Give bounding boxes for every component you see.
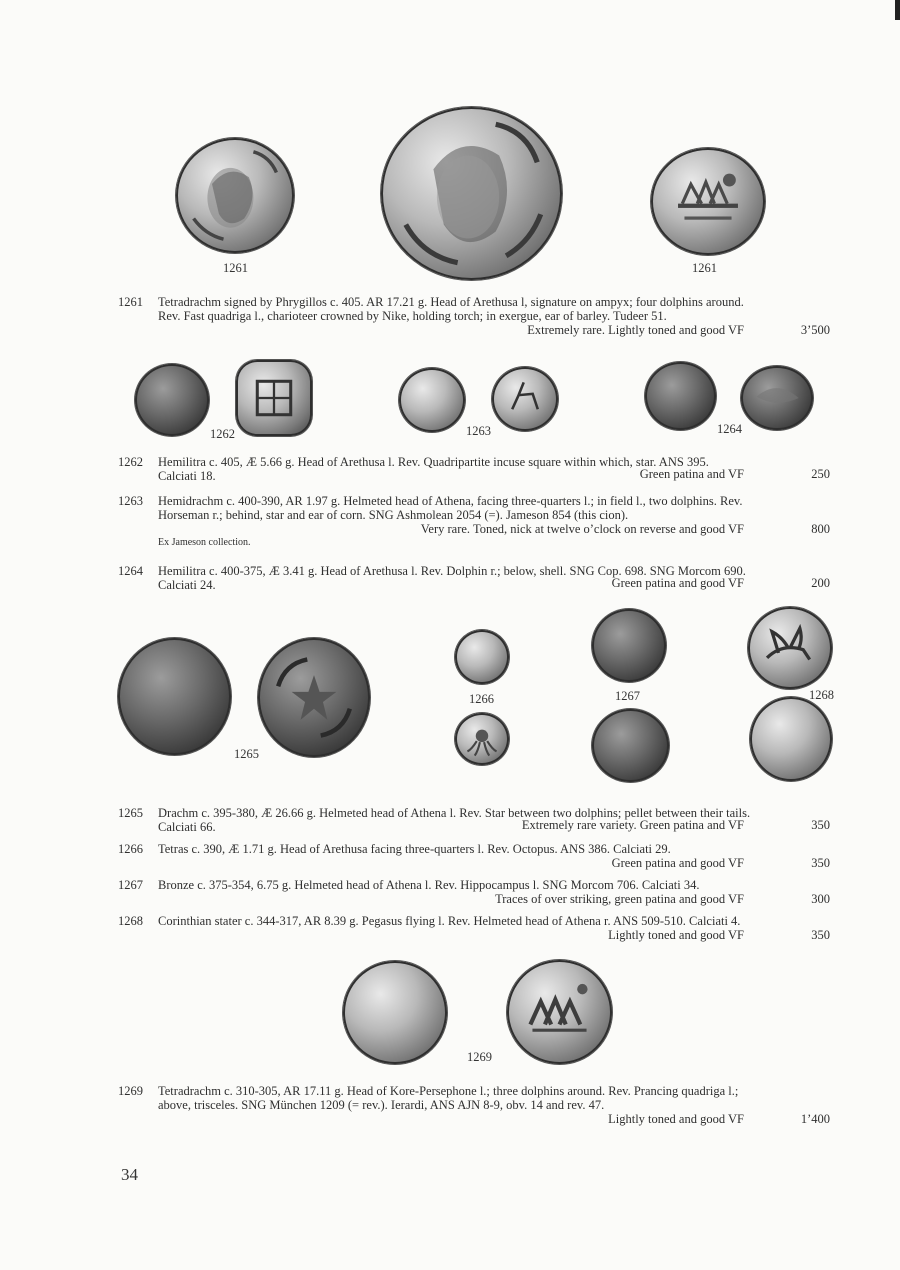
lot-description-line2: above, trisceles. SNG München 1209 (= rev.). Ierardi, ANS AJN 8-9, obv. 14 and rev. 47.	[158, 1098, 605, 1112]
lot-description-line1: Corinthian stater c. 344-317, AR 8.39 g. Pegasus flying l. Rev. Helmeted head of Athena r. ANS 509-510. Calciati 4.	[158, 914, 741, 928]
lot-grade: Extremely rare variety. Green patina and VF	[521, 818, 744, 832]
lot-description-line1: Tetradrachm c. 310-305, AR 17.11 g. Head of Kore-Persephone l.; three dolphins around. Rev. Prancing quadriga l.;	[158, 1084, 739, 1098]
lot-description-line1: Hemidrachm c. 400-390, AR 1.97 g. Helmeted head of Athena, facing three-quarters l.; in field l., two dolphins. Rev.	[158, 494, 743, 508]
lot-description-line1: Bronze c. 375-354, 6.75 g. Helmeted head of Athena l. Rev. Hippocampus l. SNG Morcom 706. Calciati 34.	[158, 878, 700, 892]
lot-estimate: 3’500	[800, 323, 830, 337]
lot-number: 1264	[118, 564, 143, 578]
coin-1264-obverse	[645, 362, 716, 430]
lot-description-line2: Horseman r.; behind, star and ear of corn. SNG Ashmolean 2054 (=). Jameson 854 (this cion).	[158, 508, 629, 522]
coin-1261-obverse-small	[176, 138, 294, 253]
caption-1266: 1266	[469, 692, 494, 706]
lot-grade: Lightly toned and good VF	[608, 928, 744, 942]
coin-1268-reverse	[750, 697, 832, 781]
coin-1263-obverse	[399, 368, 465, 432]
caption-1262: 1262	[210, 427, 235, 441]
lot-grade: Green patina and good VF	[611, 856, 744, 870]
caption-1268: 1268	[809, 688, 834, 702]
coin-1262-reverse	[236, 360, 312, 436]
caption-1265: 1265	[234, 747, 259, 761]
coin-1269-reverse	[507, 960, 612, 1064]
lot-description-line1: Tetradrachm signed by Phrygillos c. 405. AR 17.21 g. Head of Arethusa l, signature on ampyx; four dolphins around.	[158, 295, 744, 309]
lot-description-line2: Calciati 66.	[158, 820, 216, 834]
lot-number: 1269	[118, 1084, 143, 1098]
lot-description-line1: Hemilitra c. 400-375, Æ 3.41 g. Head of Arethusa l. Rev. Dolphin r.; below, shell. SNG Cop. 698. SNG Morcom 690.	[158, 564, 746, 578]
lot-number: 1261	[118, 295, 143, 309]
coin-1267-reverse	[592, 709, 669, 782]
lot-estimate: 250	[811, 467, 830, 481]
caption-1269: 1269	[467, 1050, 492, 1064]
lot-estimate: 1’400	[800, 1112, 830, 1126]
lot-estimate: 350	[811, 856, 830, 870]
caption-1261-right: 1261	[692, 261, 717, 275]
lot-provenance: Ex Jameson collection.	[158, 537, 251, 548]
coin-1269-obverse	[343, 961, 447, 1064]
coin-1266-reverse	[455, 713, 509, 765]
lot-estimate: 300	[811, 892, 830, 906]
caption-1261-left: 1261	[223, 261, 248, 275]
coin-1262-obverse	[135, 364, 209, 436]
page-number: 34	[121, 1165, 138, 1184]
coin-1265-obverse	[118, 638, 231, 755]
lot-number: 1263	[118, 494, 143, 508]
lot-description-line2: Calciati 18.	[158, 469, 216, 483]
caption-1263: 1263	[466, 424, 491, 438]
lot-number: 1262	[118, 455, 143, 469]
coin-1263-reverse	[492, 367, 558, 431]
lot-number: 1265	[118, 806, 143, 820]
lot-number: 1267	[118, 878, 143, 892]
coin-1261-reverse	[651, 148, 765, 255]
coin-1265-reverse	[258, 638, 370, 757]
coin-1261-obverse-enlarged	[381, 107, 562, 280]
lot-grade: Extremely rare. Lightly toned and good VF	[527, 323, 744, 337]
lot-description-line1: Drachm c. 395-380, Æ 26.66 g. Helmeted head of Athena l. Rev. Star between two dolphins; pellet between their tails.	[158, 806, 751, 820]
coin-1267-obverse	[592, 609, 666, 682]
lot-description-line2: Rev. Fast quadriga l., charioteer crowned by Nike, holding torch; in exergue, ear of barley. Tudeer 51.	[158, 309, 667, 323]
lot-grade: Green patina and good VF	[611, 576, 744, 590]
coin-1266-obverse	[455, 630, 509, 684]
lot-grade: Green patina and VF	[639, 467, 744, 481]
lot-number: 1268	[118, 914, 143, 928]
coin-1268-obverse	[748, 607, 832, 689]
coin-1264-reverse	[741, 366, 813, 430]
lot-grade: Lightly toned and good VF	[608, 1112, 744, 1126]
lot-estimate: 200	[811, 576, 830, 590]
lot-number: 1266	[118, 842, 143, 856]
lot-description-line2: Calciati 24.	[158, 578, 216, 592]
caption-1267: 1267	[615, 689, 640, 703]
page-edge-mark	[895, 0, 900, 20]
lot-estimate: 350	[811, 818, 830, 832]
lot-description-line1: Tetras c. 390, Æ 1.71 g. Head of Arethusa facing three-quarters l. Rev. Octopus. ANS 386. Calciati 29.	[158, 842, 671, 856]
lot-grade: Traces of over striking, green patina and good VF	[495, 892, 744, 906]
caption-1264: 1264	[717, 422, 742, 436]
lot-estimate: 350	[811, 928, 830, 942]
lot-description-line1: Hemilitra c. 405, Æ 5.66 g. Head of Arethusa l. Rev. Quadripartite incuse square within which, star. ANS 395.	[158, 455, 709, 469]
lot-estimate: 800	[811, 522, 830, 536]
lot-grade: Very rare. Toned, nick at twelve o’clock on reverse and good VF	[420, 522, 744, 536]
